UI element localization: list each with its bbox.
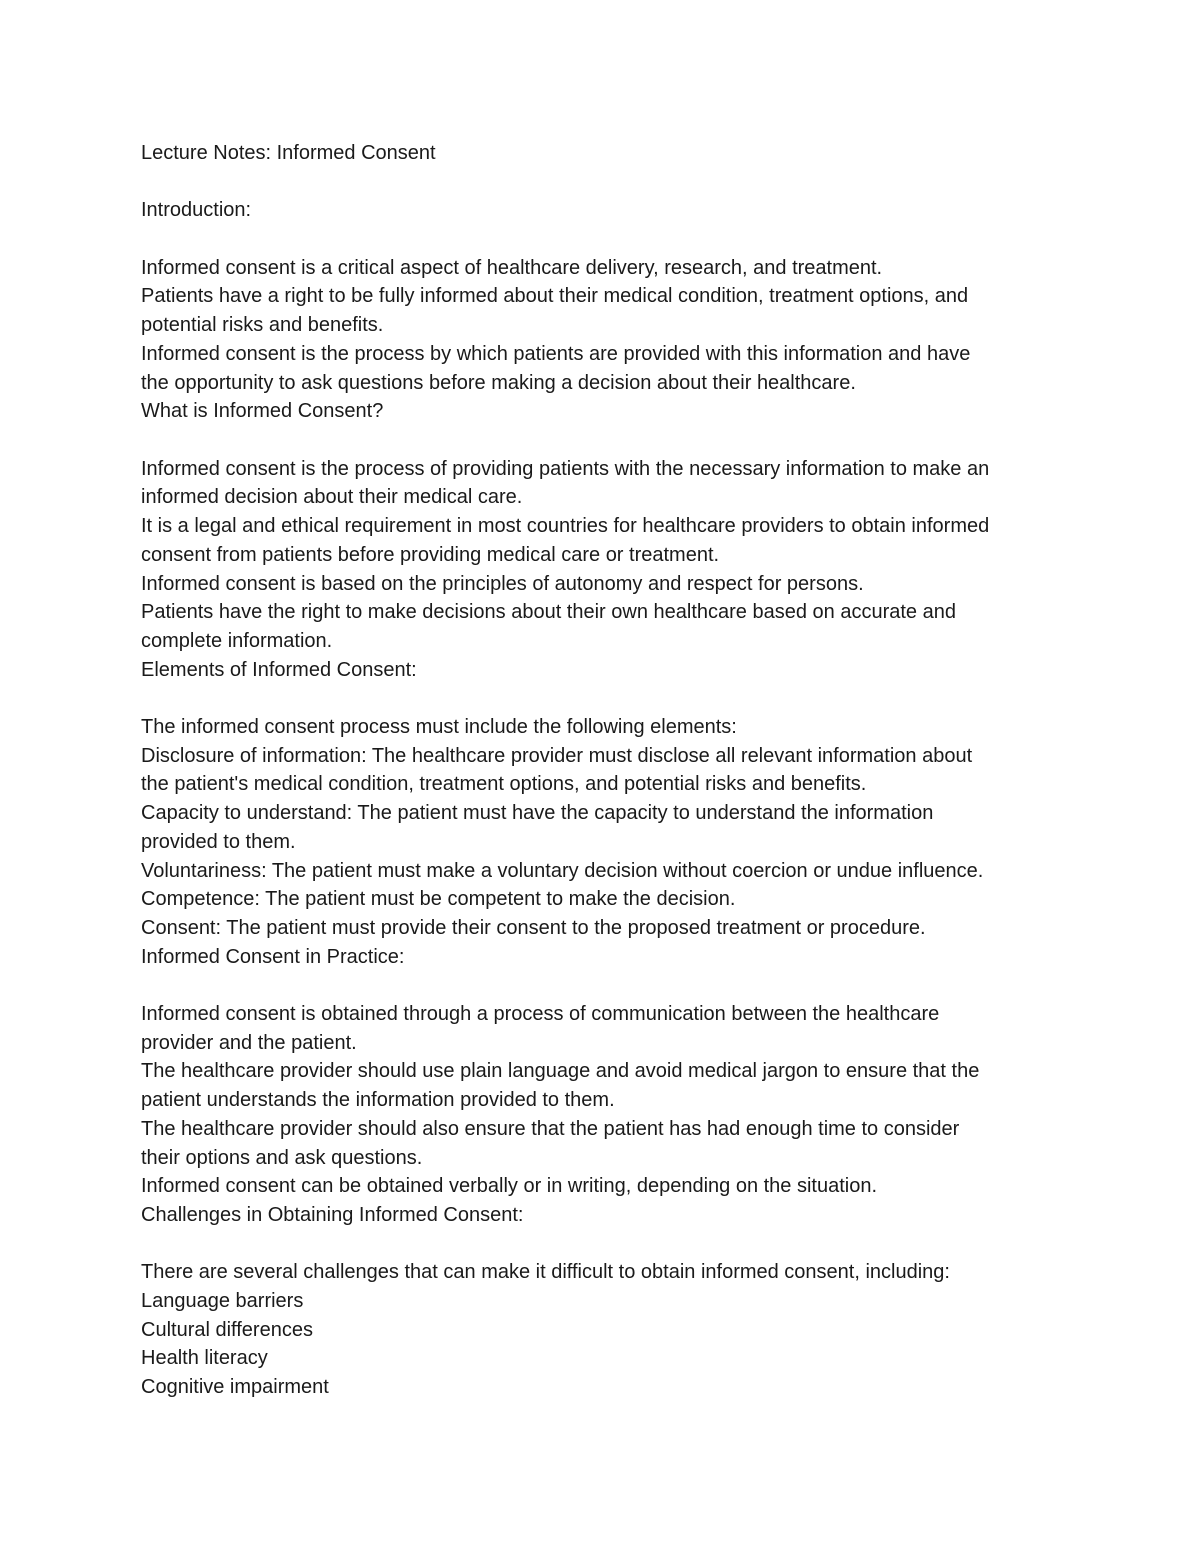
text-line: informed decision about their medical care. bbox=[141, 486, 523, 509]
text-line: Voluntariness: The patient must make a voluntary decision without coercion or undue influence. bbox=[141, 859, 984, 882]
text-line: There are several challenges that can make it difficult to obtain informed consent, including: bbox=[141, 1261, 950, 1284]
section-heading-introduction: Introduction: bbox=[141, 199, 252, 222]
text-line: Informed consent is obtained through a process of communication between the healthcare bbox=[141, 1003, 940, 1026]
elements-section bbox=[141, 713, 1071, 971]
text-line: Informed consent is the process of providing patients with the necessary information to make an bbox=[141, 457, 990, 480]
list-item: Cultural differences bbox=[141, 1318, 313, 1341]
challenges-section bbox=[141, 1258, 1071, 1402]
text-line: consent from patients before providing medical care or treatment. bbox=[141, 543, 720, 566]
text-line: their options and ask questions. bbox=[141, 1146, 423, 1169]
text-line: Informed consent is a critical aspect of healthcare delivery, research, and treatment. bbox=[141, 256, 883, 279]
blank-line bbox=[141, 225, 1071, 254]
text-line: The informed consent process must include the following elements: bbox=[141, 716, 737, 738]
text-line: potential risks and benefits. bbox=[141, 314, 384, 337]
text-line: patient understands the information provided to them. bbox=[141, 1089, 615, 1112]
text-line: Disclosure of information: The healthcare provider must disclose all relevant information about bbox=[141, 744, 973, 767]
section-heading-practice: Informed Consent in Practice: bbox=[141, 945, 405, 968]
text-line: It is a legal and ethical requirement in most countries for healthcare providers to obtain informed bbox=[141, 515, 990, 538]
what-is-section bbox=[141, 455, 1071, 685]
list-item: Language barriers bbox=[141, 1290, 304, 1313]
text-line: Competence: The patient must be competent to make the decision. bbox=[141, 888, 736, 911]
text-line: The healthcare provider should use plain language and avoid medical jargon to ensure that the bbox=[141, 1060, 980, 1083]
blank-line bbox=[141, 971, 1071, 1000]
text-line: the opportunity to ask questions before making a decision about their healthcare. bbox=[141, 371, 856, 394]
document-title: Lecture Notes: Informed Consent bbox=[141, 142, 436, 164]
text-line: provider and the patient. bbox=[141, 1031, 357, 1054]
text-line: Informed consent is the process by which patients are provided with this information and have bbox=[141, 342, 971, 365]
text-line: complete information. bbox=[141, 629, 333, 652]
text-line: Capacity to understand: The patient must have the capacity to understand the information bbox=[141, 802, 934, 825]
text-line: Consent: The patient must provide their consent to the proposed treatment or procedure. bbox=[141, 916, 926, 939]
text-line: The healthcare provider should also ensure that the patient has had enough time to consider bbox=[141, 1117, 960, 1140]
text-line: Informed consent can be obtained verbally or in writing, depending on the situation. bbox=[141, 1175, 878, 1198]
section-heading-challenges: Challenges in Obtaining Informed Consent: bbox=[141, 1203, 524, 1226]
list-item: Health literacy bbox=[141, 1347, 268, 1370]
text-line: the patient's medical condition, treatment options, and potential risks and benefits. bbox=[141, 773, 867, 796]
blank-line bbox=[141, 684, 1071, 713]
text-line: provided to them. bbox=[141, 830, 296, 853]
section-heading-what-is: What is Informed Consent? bbox=[141, 400, 384, 423]
text-line: Informed consent is based on the principles of autonomy and respect for persons. bbox=[141, 572, 864, 595]
blank-line bbox=[141, 426, 1071, 455]
text-line: Patients have the right to make decisions about their own healthcare based on accurate and bbox=[141, 601, 956, 624]
practice-section bbox=[141, 1000, 1071, 1230]
introduction-section bbox=[141, 254, 1071, 426]
text-line: Patients have a right to be fully informed about their medical condition, treatment options, and bbox=[141, 285, 969, 308]
blank-line bbox=[141, 168, 1071, 197]
list-item: Cognitive impairment bbox=[141, 1376, 329, 1399]
blank-line bbox=[141, 1230, 1071, 1259]
document-body bbox=[141, 139, 1071, 1402]
section-heading-elements: Elements of Informed Consent: bbox=[141, 658, 417, 681]
